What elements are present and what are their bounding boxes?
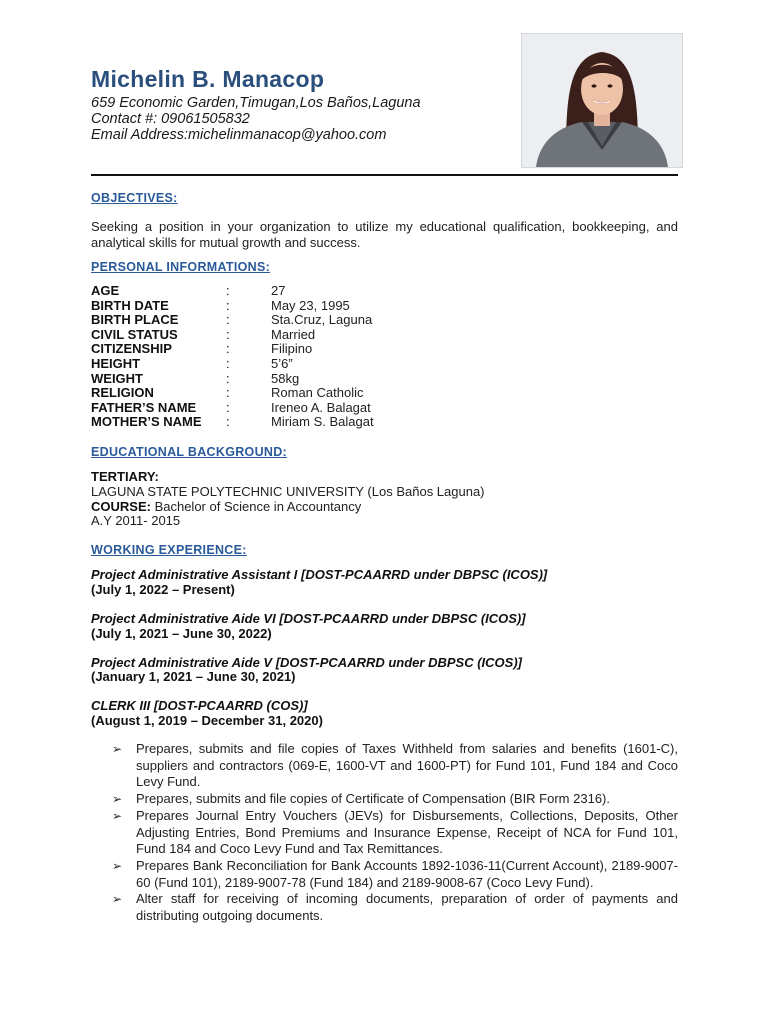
info-label: CIVIL STATUS	[91, 326, 178, 342]
info-value: Married	[271, 326, 316, 342]
info-row-birth-date	[91, 299, 491, 314]
info-label: CITIZENSHIP	[91, 341, 172, 357]
job-title: CLERK III [DOST-PCAARRD (COS)]	[91, 698, 308, 713]
info-row-fathers-name	[91, 401, 491, 416]
job-dates: (January 1, 2021 – June 30, 2021)	[91, 669, 296, 684]
duties-list	[112, 741, 678, 925]
portrait-photo	[521, 33, 683, 168]
info-label: HEIGHT	[91, 355, 141, 371]
info-value: 58kg	[271, 370, 300, 386]
job-title: Project Administrative Aide V [DOST-PCAARRD under DBPSC (ICOS)]	[91, 655, 522, 670]
info-colon: :	[226, 399, 230, 415]
job-dates: (August 1, 2019 – December 31, 2020)	[91, 713, 323, 728]
info-row-mothers-name	[91, 415, 491, 430]
contact-number: Contact #: 09061505832	[91, 111, 250, 127]
header-divider	[91, 174, 678, 176]
course-label: COURSE:	[91, 499, 151, 514]
info-row-civil-status	[91, 328, 491, 343]
objectives-heading: OBJECTIVES:	[91, 191, 178, 205]
duty-item	[112, 741, 678, 791]
info-row-religion	[91, 386, 491, 401]
duty-text: Prepares Bank Reconciliation for Bank Accounts 1892-1036-11(Current Account), 2189-9007-60 (Fund 101), 2189-9007-78 (Fund 184) and 2189-9008-67 (Coco Levy Fund).	[136, 857, 678, 890]
info-colon: :	[226, 385, 230, 401]
course-name: Bachelor of Science in Accountancy	[150, 499, 362, 514]
info-colon: :	[226, 283, 230, 298]
arrow-bullet-icon: ➢	[112, 858, 123, 873]
email-address: Email Address:michelinmanacop@yahoo.com	[91, 127, 387, 143]
info-row-age	[91, 284, 491, 299]
info-value: 27	[271, 283, 286, 298]
applicant-name: Michelin B. Manacop	[91, 66, 325, 92]
info-value: Miriam S. Balagat	[271, 414, 374, 430]
info-row-citizenship	[91, 342, 491, 357]
arrow-bullet-icon: ➢	[112, 808, 123, 823]
duty-item	[112, 808, 678, 858]
info-label: BIRTH PLACE	[91, 312, 179, 328]
info-value: Sta.Cruz, Laguna	[271, 312, 373, 328]
arrow-bullet-icon: ➢	[112, 792, 123, 807]
address-line: 659 Economic Garden,Timugan,Los Baños,Laguna	[91, 95, 421, 111]
info-label: FATHER’S NAME	[91, 399, 197, 415]
info-label: BIRTH DATE	[91, 297, 169, 313]
duty-text: Prepares, submits and file copies of Certificate of Compensation (BIR Form 2316).	[136, 791, 610, 807]
info-value: 5’6”	[271, 355, 293, 371]
education-school: LAGUNA STATE POLYTECHNIC UNIVERSITY (Los Baños Laguna)	[91, 484, 485, 499]
portrait-illustration	[522, 34, 682, 167]
info-label: MOTHER’S NAME	[91, 414, 202, 430]
info-value: May 23, 1995	[271, 297, 350, 313]
info-value: Filipino	[271, 341, 313, 357]
info-colon: :	[226, 312, 230, 328]
education-course	[91, 499, 361, 514]
info-colon: :	[226, 341, 230, 357]
info-row-weight	[91, 372, 491, 387]
info-label: WEIGHT	[91, 370, 143, 386]
info-value: Roman Catholic	[271, 385, 364, 401]
duty-text: Alter staff for receiving of incoming documents, preparation of order of payments and distributing outgoing documents.	[136, 891, 678, 924]
education-level: TERTIARY:	[91, 469, 159, 484]
duty-item	[112, 791, 678, 808]
personal-info-heading: PERSONAL INFORMATIONS:	[91, 260, 271, 274]
job-title: Project Administrative Aide VI [DOST-PCAARRD under DBPSC (ICOS)]	[91, 611, 526, 626]
info-label: RELIGION	[91, 385, 154, 401]
personal-info-table	[91, 284, 491, 430]
info-colon: :	[226, 414, 230, 430]
duty-text: Prepares, submits and file copies of Taxes Withheld from salaries and benefits (1601-C), suppliers and contractors (069-E, 1600-VT and 1600-PT) for Fund 101, Fund 184 and Coco Levy Fund.	[136, 741, 678, 790]
info-label: AGE	[91, 283, 120, 298]
education-year: A.Y 2011- 2015	[91, 513, 181, 528]
info-colon: :	[226, 326, 230, 342]
objectives-text: Seeking a position in your organization to utilize my educational qualification, bookkeeping, and analytical skills for mutual growth and success.	[91, 219, 678, 250]
info-colon: :	[226, 297, 230, 313]
job-dates: (July 1, 2022 – Present)	[91, 582, 235, 597]
info-value: Ireneo A. Balagat	[271, 399, 371, 415]
duty-item	[112, 891, 678, 924]
job-title: Project Administrative Assistant I [DOST-PCAARRD under DBPSC (ICOS)]	[91, 567, 548, 582]
work-heading: WORKING EXPERIENCE:	[91, 543, 247, 557]
arrow-bullet-icon: ➢	[112, 742, 123, 756]
info-colon: :	[226, 370, 230, 386]
info-colon: :	[226, 355, 230, 371]
job-dates: (July 1, 2021 – June 30, 2022)	[91, 626, 272, 641]
info-row-height	[91, 357, 491, 372]
duty-text: Prepares Journal Entry Vouchers (JEVs) for Disbursements, Collections, Deposits, Other Adjusting Entries, Bond Premiums and Insurance Expense, Receipt of NCA for Fund 101, Fund 184 and Coco Levy Fund and Tax Remittances.	[136, 807, 678, 857]
duty-item	[112, 858, 678, 891]
education-heading: EDUCATIONAL BACKGROUND:	[91, 445, 288, 459]
info-row-birth-place	[91, 313, 491, 328]
arrow-bullet-icon: ➢	[112, 892, 123, 907]
